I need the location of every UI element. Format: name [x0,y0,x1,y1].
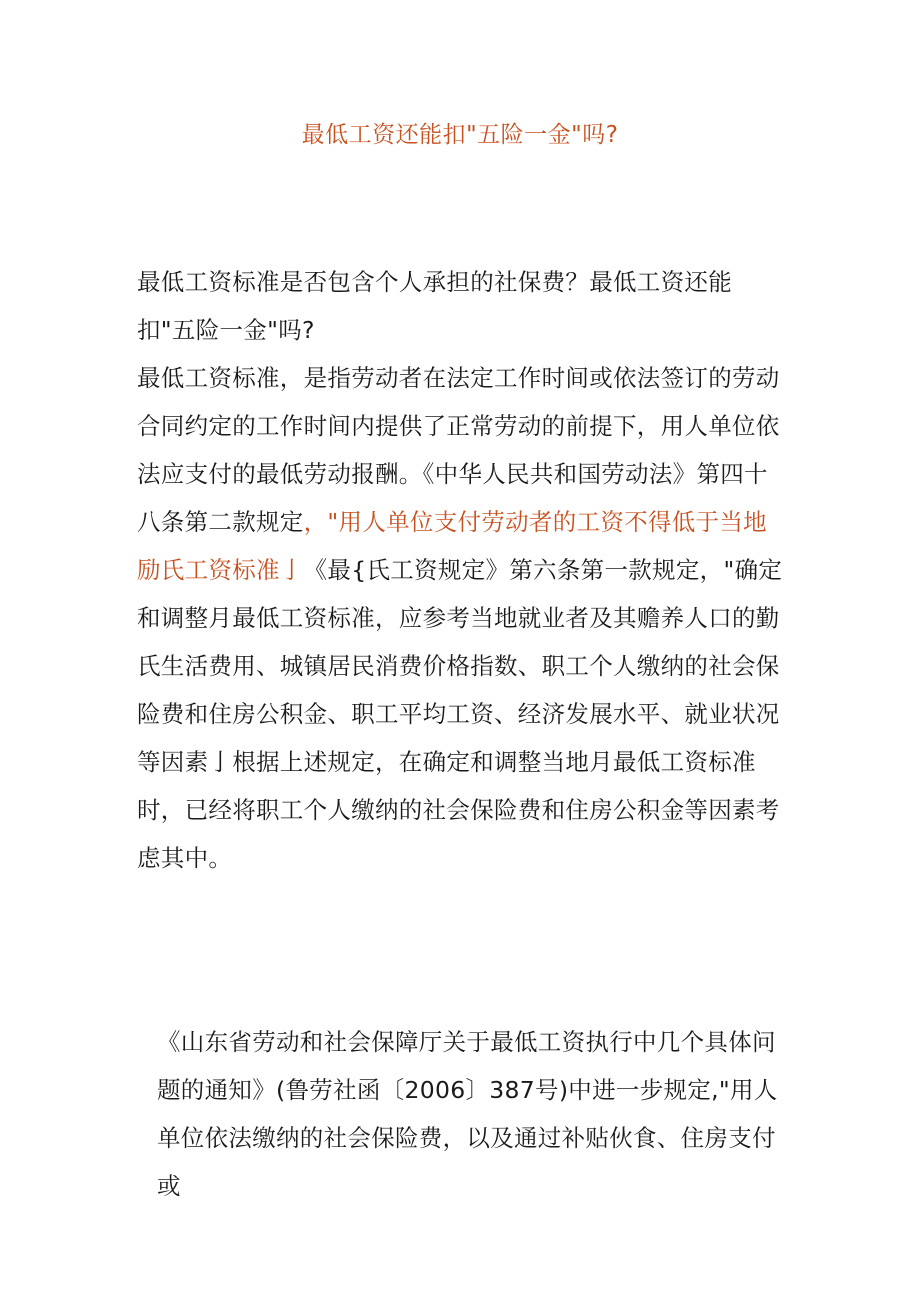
regulation-paragraph: 《山东省劳动和社会保障厅关于最低工资执行中几个具体问题的通知》(鲁劳社函〔2006〕387号)中进一步规定,"用人单位依法缴纳的社会保险费，以及通过补贴伙食、住房支付或 [157,1028,778,1200]
answer-paragraph [137,354,787,882]
document-title: 最低工资还能扣"五险一金"吗? [301,122,619,148]
section-2 [137,1018,787,1210]
answer-text-part2: 《最{氏工资规定》第六条第一款规定，"确定和调整月最低工资标准，应参考当地就业者及其赡养人口的勤氏生活费用、城镇居民消费价格指数、职工个人缴纳的社会保险费和住房公积金、职工平均工资、经济发展水平、就业状况等因素亅根据上述规定，在确定和调整当地月最低工资标准时，已经将职工个人缴纳的社会保险费和住房公积金等因素考虑其中。 [137,556,783,872]
answer-text-part1: 最低工资标准，是指劳动者在法定工作时间或依法签订的劳动合同约定的工作时间内提供了正常劳动的前提下，用人单位依法应支付的最低劳动报酬。《中华人民共和国劳动法》第四十八条第二款规定 [137,364,780,536]
question-paragraph: 最低工资标准是否包含个人承担的社保费？最低工资还能扣"五险一金"吗? [137,268,732,344]
answer-highlight: ，"用人单位支付劳动者的工资不得低于当地励氏工资标准亅 [137,508,767,584]
section-1 [137,258,787,882]
